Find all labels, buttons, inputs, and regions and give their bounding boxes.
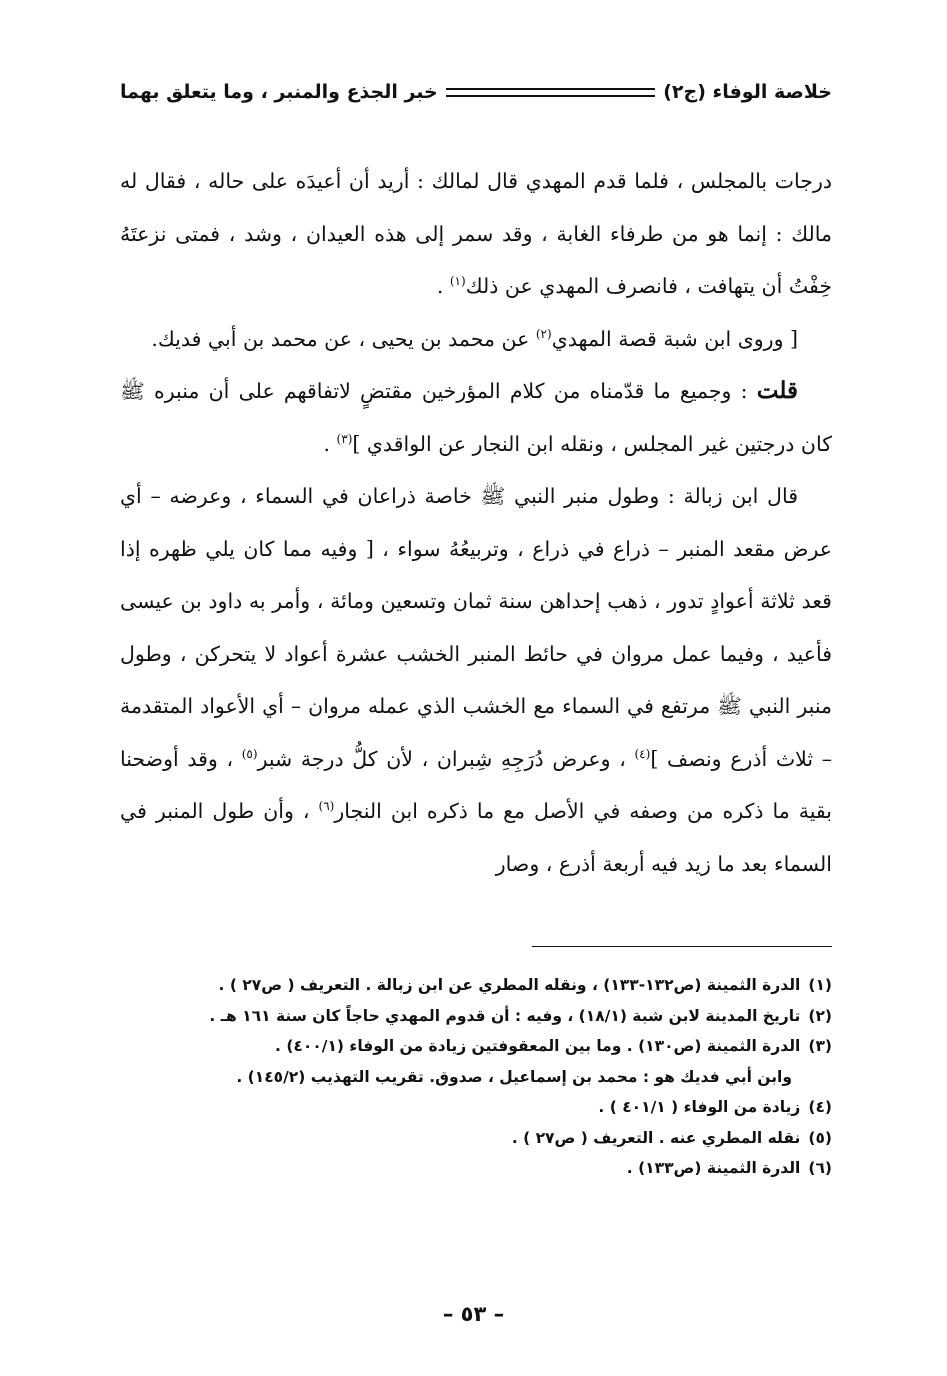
footnote-ref-1: (١): [449, 274, 466, 289]
paragraph-1: درجات بالمجلس ، فلما قدم المهدي قال لمالك : أريد أن أعيدَه على حاله ، فقال له مالك : إنما هو من طرفاء الغابة ، وقد سمر إلى هذه العيدان ، وشد ، فمتى نزعتَهُ خِفْتُ أن يتهافت ، فانصرف المهدي عن ذلك$^{(١)}$ .: [120, 169, 832, 298]
paragraph-2: [ وروى ابن شبة قصة المهدي$^{(٢)}$ عن محمد بن يحيى ، عن محمد بن أبي فديك.: [151, 326, 798, 351]
qult-label: قلت: [756, 377, 798, 404]
header-book-title: خلاصة الوفاء (ج٢): [663, 81, 832, 103]
footnote-ref-5: (٥): [241, 746, 258, 761]
header-rule: [446, 88, 655, 97]
footnote-5: (٥)نقله المطري عنه . التعريف ( ص٢٧ ) .: [511, 1128, 832, 1147]
body-text: [120, 155, 832, 890]
footnote-ref-2: (٢): [535, 326, 552, 341]
page-number: – ٥٣ –: [442, 1302, 505, 1326]
footnote-3: (٣)الدرة الثمينة (ص١٣٠) . وما بين المعقوفتين زيادة من الوفاء (٤٠٠/١) .: [275, 1037, 832, 1055]
footnote-1: (١)الدرة الثمينة (ص١٣٢-١٣٣) ، ونقله المطري عن ابن زبالة . التعريف ( ص٢٧ ) .: [218, 976, 832, 994]
footnotes: [120, 970, 832, 1184]
paragraph-4: قال ابن زبالة : وطول منبر النبي ﷺ خاصة ذراعان في السماء ، وعرضه – أي عرض مقعد المنبر – ذراع في ذراع ، وتربيعُهُ سواء ، [ وفيه مما كان يلي ظهره إذا قعد ثلاثة أعوادٍ تدور ، ذهب إحداهن سنة ثمان وتسعين ومائة ، وأمر به داود بن عيسى فأعيد ، وفيما عمل مروان في حائط المنبر الخشب عشرة أعواد لا يتحركن ، وطول منبر النبي ﷺ مرتفع في السماء مع الخشب الذي عمله مروان – أي الأعواد المتقدمة – ثلاث أذرع ونصف ]$^{(٤)}$ ، وعرض دُرَجِهِ شِبران ، لأن كلُّ درجة شبر$^{(٥)}$ ، وقد أوضحنا بقية ما ذكره من وصفه في الأصل مع ما ذكره ابن النجار$^{(٦)}$ ، وأن طول المنبر في السماء بعد ما زيد فيه أربعة أذرع ، وصار: [120, 484, 832, 876]
footnote-2: (٢)تاريخ المدينة لابن شبة (١٨/١) ، وفيه : أن قدوم المهدي حاجاً كان سنة ١٦١ هـ .: [209, 1006, 832, 1025]
footnote-separator: [532, 946, 832, 947]
paragraph-3: قلت : وجميع ما قدّمناه من كلام المؤرخين مقتضٍ لاتفاقهم على أن منبره ﷺ كان درجتين غير المجلس ، ونقله ابن النجار عن الواقدي ]$^{(٣)}$ .: [120, 377, 832, 456]
running-header: [120, 74, 832, 110]
footnote-ref-6: (٦): [318, 799, 335, 814]
footnote-3-continuation: وابن أبي فديك هو : محمد بن إسماعيل ، صدوق. تقريب التهذيب (١٤٥/٢) .: [236, 1067, 792, 1086]
footnote-ref-4: (٤): [634, 746, 651, 761]
header-chapter-title: خبر الجذع والمنبر ، وما يتعلق بهما: [120, 81, 438, 103]
footnote-4: (٤)زيادة من الوفاء ( ٤٠١/١ ) .: [598, 1098, 832, 1116]
footnote-ref-3: (٣): [336, 431, 353, 446]
footnote-6: (٦)الدرة الثمينة (ص١٣٣) .: [626, 1159, 832, 1177]
